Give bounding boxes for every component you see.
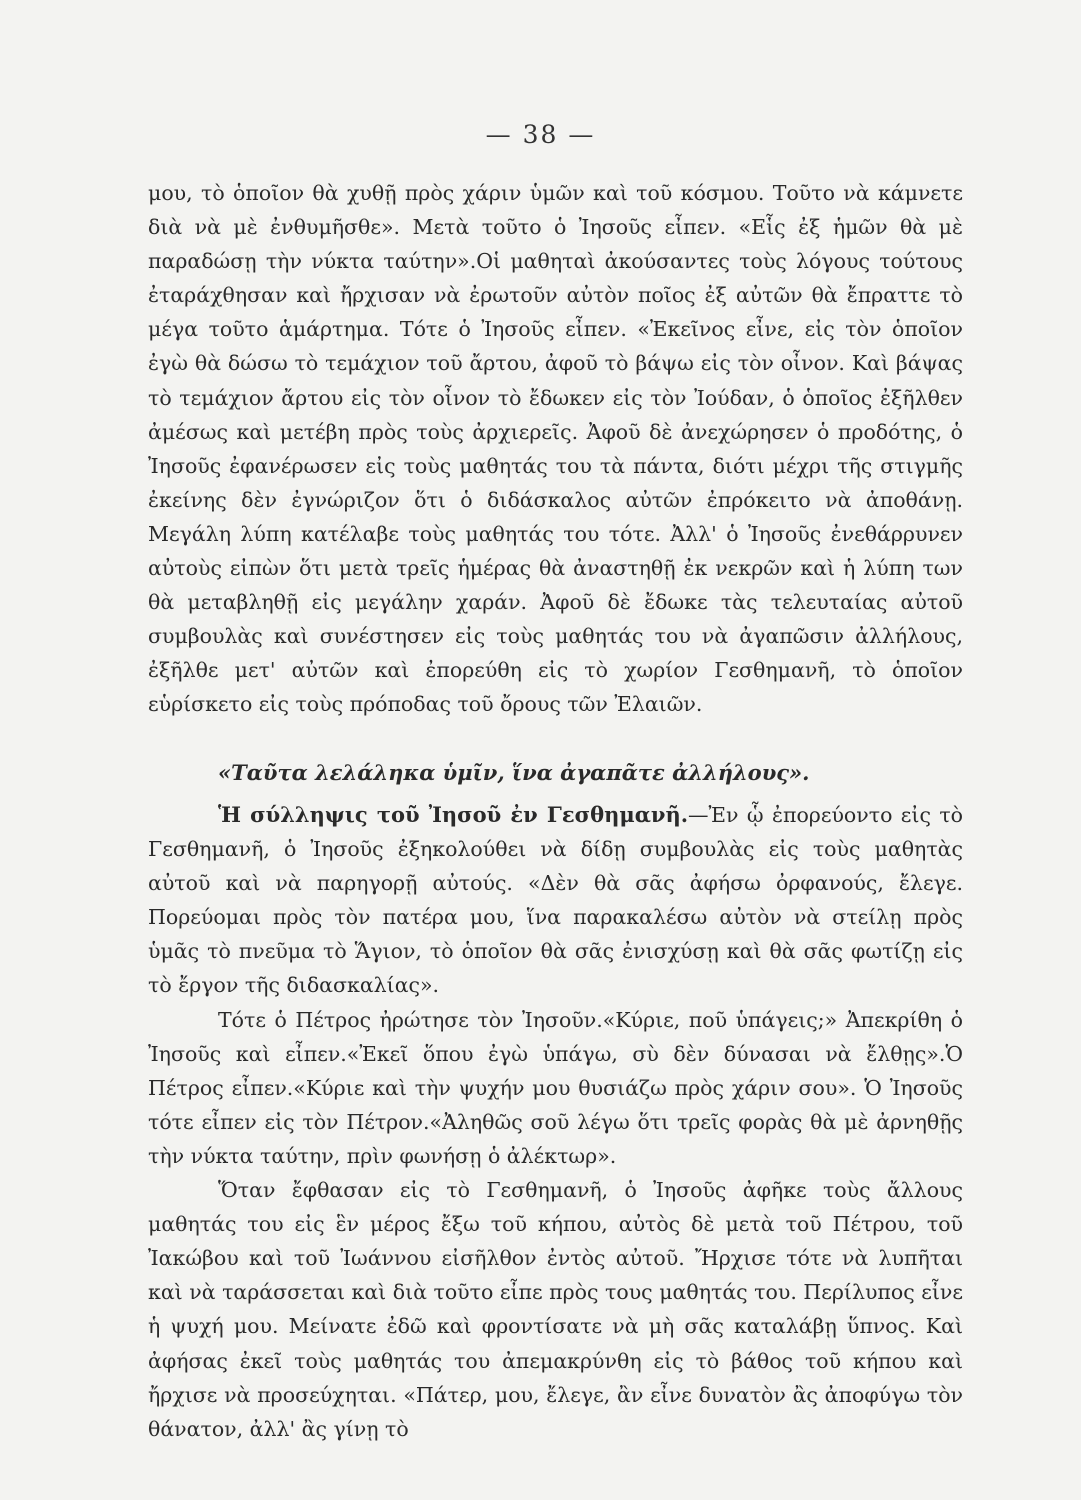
paragraph-last-supper (148, 176, 963, 722)
section-first-paragraph (148, 798, 963, 1003)
paragraph-garden-prayer: Ὅταν ἔφθασαν εἰς τὸ Γεσθημανῆ, ὁ Ἰησοῦς ἀφῆκε τοὺς ἄλλους μαθητάς του εἰς ἓν μέρος ἔξω τοῦ κήπου, αὐτὸς δὲ μετὰ τοῦ Πέτρου, τοῦ Ἰακώβου καὶ τοῦ Ἰωάννου εἰσῆλθον ἐντὸς αὐτοῦ. Ἤρχισε τότε νὰ λυπῆται καὶ νὰ ταράσσεται καὶ διὰ τοῦτο εἶπε πρὸς τους μαθητάς του. Περίλυπος εἶνε ἡ ψυχή μου. Μείνατε ἐδῶ καὶ φροντίσατε νὰ μὴ σᾶς καταλάβῃ ὕπνος. Καὶ ἀφήσας ἐκεῖ τοὺς μαθητάς του ἀπεμακρύνθη εἰς τὸ βάθος τοῦ κήπου καὶ ἤρχισε νὰ προσεύχηται. «Πάτερ, μου, ἔλεγε, ἂν εἶνε δυνατὸν ἂς ἀποφύγω τὸν θάνατον, ἀλλ' ἂς γίνῃ τὸ (148, 1178, 963, 1441)
paragraph-peter-dialogue: Τότε ὁ Πέτρος ἠρώτησε τὸν Ἰησοῦν.«Κύριε, ποῦ ὑπάγεις;» Ἀπεκρίθη ὁ Ἰησοῦς καὶ εἶπεν.«Ἐκεῖ ὅπου ἐγὼ ὑπάγω, σὺ δὲν δύνασαι νὰ ἔλθῃς».Ὁ Πέτρος εἶπεν.«Κύριε καὶ τὴν ψυχήν μου θυσιάζω πρὸς χάριν σου». Ὁ Ἰησοῦς τότε εἶπεν εἰς τὸν Πέτρον.«Ἀληθῶς σοῦ λέγω ὅτι τρεῖς φορὰς θὰ μὲ ἀρνηθῇς τὴν νύκτα ταύτην, πρὶν φωνήσῃ ὁ ἀλέκτωρ». (148, 1007, 963, 1168)
section-arrest-in-gethsemane (148, 798, 963, 1446)
paragraph-text: —Ἐν ᾧ ἐπορεύοντο εἰς τὸ Γεσθημανῆ, ὁ Ἰησοῦς ἐξηκολούθει νὰ δίδῃ συμβουλὰς εἰς τοὺς μαθητὰς αὐτοῦ καὶ νὰ παρηγορῇ αὐτούς. «Δὲν θὰ σᾶς ἀφήσω ὀρφανούς, ἔλεγε. Πορεύομαι πρὸς τὸν πατέρα μου, ἵνα παρακαλέσω αὐτὸν νὰ στείλῃ πρὸς ὑμᾶς τὸ πνεῦμα τὸ Ἅγιον, τὸ ὁποῖον θὰ σᾶς ἐνισχύσῃ καὶ θὰ σᾶς φωτίζῃ εἰς τὸ ἔργον τῆς διδασκαλίας». (148, 803, 963, 998)
scripture-quote: «Ταῦτα λελάληκα ὑμῖν, ἵνα ἀγαπᾶτε ἀλλήλους». (218, 760, 810, 785)
paragraph-text: μου, τὸ ὁποῖον θὰ χυθῇ πρὸς χάριν ὑμῶν καὶ τοῦ κόσμου. Τοῦτο νὰ κάμνετε διὰ νὰ μὲ ἐνθυμῆσθε». Μετὰ τοῦτο ὁ Ἰησοῦς εἶπεν. «Εἷς ἐξ ἡμῶν θὰ μὲ παραδώσῃ τὴν νύκτα ταύτην».Οἱ μαθηταὶ ἀκούσαντες τοὺς λόγους τούτους ἐταράχθησαν καὶ ἤρχισαν νὰ ἐρωτοῦν αὐτὸν ποῖος ἐξ αὐτῶν θὰ ἔπραττε τὸ μέγα τοῦτο ἁμάρτημα. Τότε ὁ Ἰησοῦς εἶπεν. «Ἐκεῖνος εἶνε, εἰς τὸν ὁποῖον ἐγὼ θὰ δώσω τὸ τεμάχιον τοῦ ἄρτου, ἀφοῦ τὸ βάψω εἰς τὸν οἶνον. Καὶ βάψας τὸ τεμάχιον ἄρτου εἰς τὸν οἶνον τὸ ἔδωκεν εἰς τὸν Ἰούδαν, ὁ ὁποῖος ἐξῆλθεν ἀμέσως καὶ μετέβη πρὸς τοὺς ἀρχιερεῖς. Ἀφοῦ δὲ ἀνεχώρησεν ὁ προδότης, ὁ Ἰησοῦς ἐφανέρωσεν εἰς τοὺς μαθητάς του τὰ πάντα, διότι μέχρι τῆς στιγμῆς ἐκείνης δὲν ἐγνώριζον ὅτι ὁ διδάσκαλος αὐτῶν ἐπρόκειτο νὰ ἀποθάνῃ. Μεγάλη λύπη κατέλαβε τοὺς μαθητάς του τότε. Ἀλλ' ὁ Ἰησοῦς ἐνεθάρρυνεν αὐτοὺς εἰπὼν ὅτι μετὰ τρεῖς ἡμέρας θὰ ἀναστηθῇ ἐκ νεκρῶν καὶ ἡ λύπη των θὰ μεταβληθῇ εἰς μεγάλην χαράν. Ἀφοῦ δὲ ἔδωκε τὰς τελευταίας αὐτοῦ συμβουλὰς καὶ συνέστησεν εἰς τοὺς μαθητάς του νὰ ἀγαπῶσιν ἀλλήλους, ἐξῆλθε μετ' αὐτῶν καὶ ἐπορεύθη εἰς τὸ χωρίον Γεσθημανῆ, τὸ ὁποῖον εὑρίσκετο εἰς τοὺς πρόποδας τοῦ ὄρους τῶν Ἐλαιῶν. (148, 181, 963, 717)
page-number: — 38 — (485, 120, 596, 149)
section-heading: Ἡ σύλληψις τοῦ Ἰησοῦ ἐν Γεσθημανῆ. (218, 802, 689, 827)
